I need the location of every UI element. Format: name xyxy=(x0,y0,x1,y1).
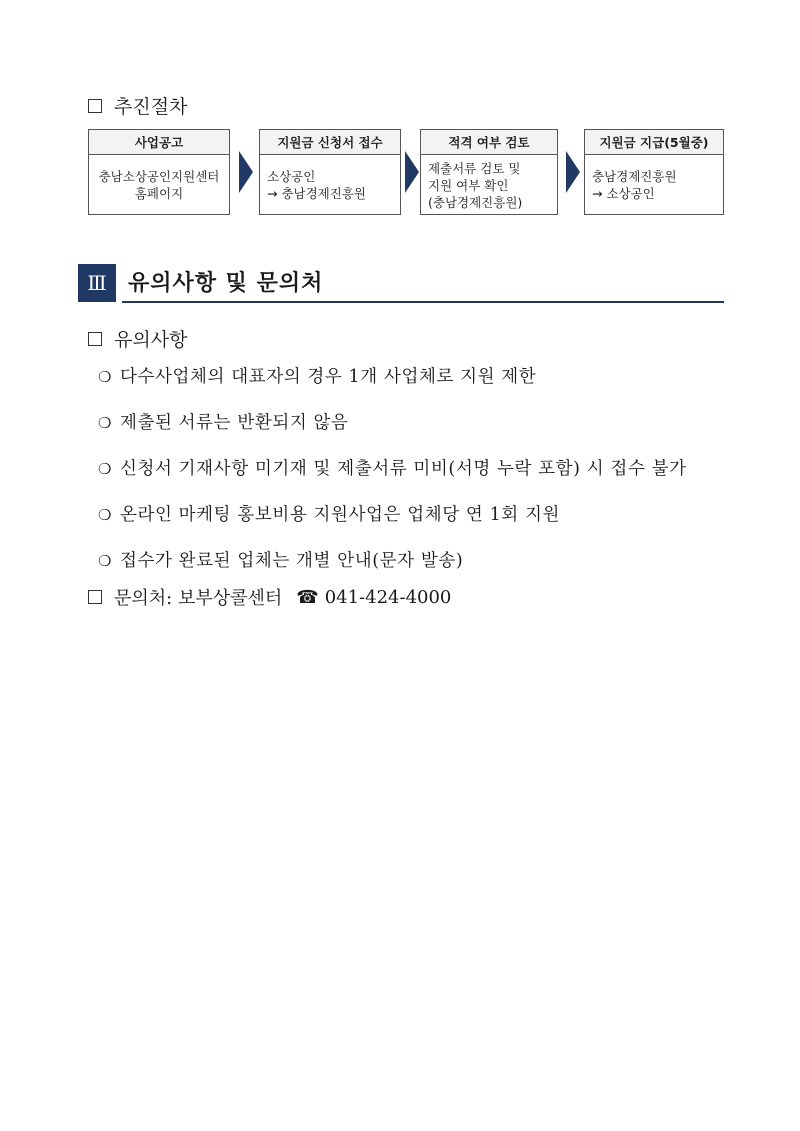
phone-icon: ☎ xyxy=(296,586,319,608)
flow-step-line: 소상공인 xyxy=(267,169,316,184)
circle-bullet-icon: ❍ xyxy=(98,552,112,570)
flow-step-line: (충남경제진흥원) xyxy=(428,194,523,210)
flow-step-line: 충남경제진흥원 xyxy=(592,169,677,184)
flow-step-body xyxy=(89,155,229,215)
list-item xyxy=(98,500,728,530)
checkbox-square-icon xyxy=(88,332,102,346)
flow-step-body xyxy=(260,155,400,215)
procedure-heading xyxy=(88,92,187,119)
flow-step-line: → 충남경제진흥원 xyxy=(267,186,366,201)
section-header xyxy=(78,264,724,304)
flow-step-title: 적격 여부 검토 xyxy=(421,130,557,155)
section-title: 유의사항 및 문의처 xyxy=(128,271,324,296)
contact-line xyxy=(88,584,451,610)
flow-arrow-icon xyxy=(566,151,580,193)
notes-heading xyxy=(88,325,187,352)
circle-bullet-icon: ❍ xyxy=(98,414,112,432)
checkbox-square-icon xyxy=(88,590,102,604)
list-item xyxy=(98,362,728,392)
flow-step-body xyxy=(585,155,723,215)
flow-step-title: 지원금 신청서 접수 xyxy=(260,130,400,155)
flow-step-line: 충남소상공인지원센터 xyxy=(98,169,220,184)
flow-step-1 xyxy=(88,129,230,215)
list-item xyxy=(98,546,728,576)
list-item-text: 접수가 완료된 업체는 개별 안내(문자 발송) xyxy=(120,551,464,571)
circle-bullet-icon: ❍ xyxy=(98,368,112,386)
notes-list xyxy=(98,362,728,592)
contact-label: 문의처: 보부상콜센터 xyxy=(114,588,283,609)
list-item-text: 제출된 서류는 반환되지 않음 xyxy=(120,413,349,433)
flow-step-4 xyxy=(584,129,724,215)
flow-arrow-icon xyxy=(405,151,419,193)
list-item xyxy=(98,408,728,438)
notes-heading-text: 유의사항 xyxy=(114,329,188,351)
list-item xyxy=(98,454,728,484)
section-number-badge: Ⅲ xyxy=(78,264,116,302)
flow-step-title: 사업공고 xyxy=(89,130,229,155)
procedure-heading-text: 추진절차 xyxy=(114,96,188,118)
flow-step-2 xyxy=(259,129,401,215)
circle-bullet-icon: ❍ xyxy=(98,506,112,524)
contact-phone-number: 041-424-4000 xyxy=(324,586,452,608)
list-item-text: 다수사업체의 대표자의 경우 1개 사업체로 지원 제한 xyxy=(120,367,537,387)
circle-bullet-icon: ❍ xyxy=(98,460,112,478)
flow-step-line: 지원 여부 확인 xyxy=(428,177,509,193)
flow-step-3 xyxy=(420,129,558,215)
flow-step-title: 지원금 지급(5월중) xyxy=(585,130,723,155)
list-item-text: 온라인 마케팅 홍보비용 지원사업은 업체당 연 1회 지원 xyxy=(120,505,560,525)
flow-step-line: 제출서류 검토 및 xyxy=(428,160,521,176)
checkbox-square-icon xyxy=(88,99,102,113)
procedure-flow xyxy=(88,129,724,217)
flow-step-line: 홈페이지 xyxy=(134,186,184,201)
list-item-text: 신청서 기재사항 미기재 및 제출서류 미비(서명 누락 포함) 시 접수 불가 xyxy=(120,459,687,479)
flow-step-body xyxy=(421,155,557,215)
section-underline xyxy=(122,301,724,303)
flow-step-line: → 소상공인 xyxy=(592,186,655,201)
flow-arrow-icon xyxy=(239,151,253,193)
